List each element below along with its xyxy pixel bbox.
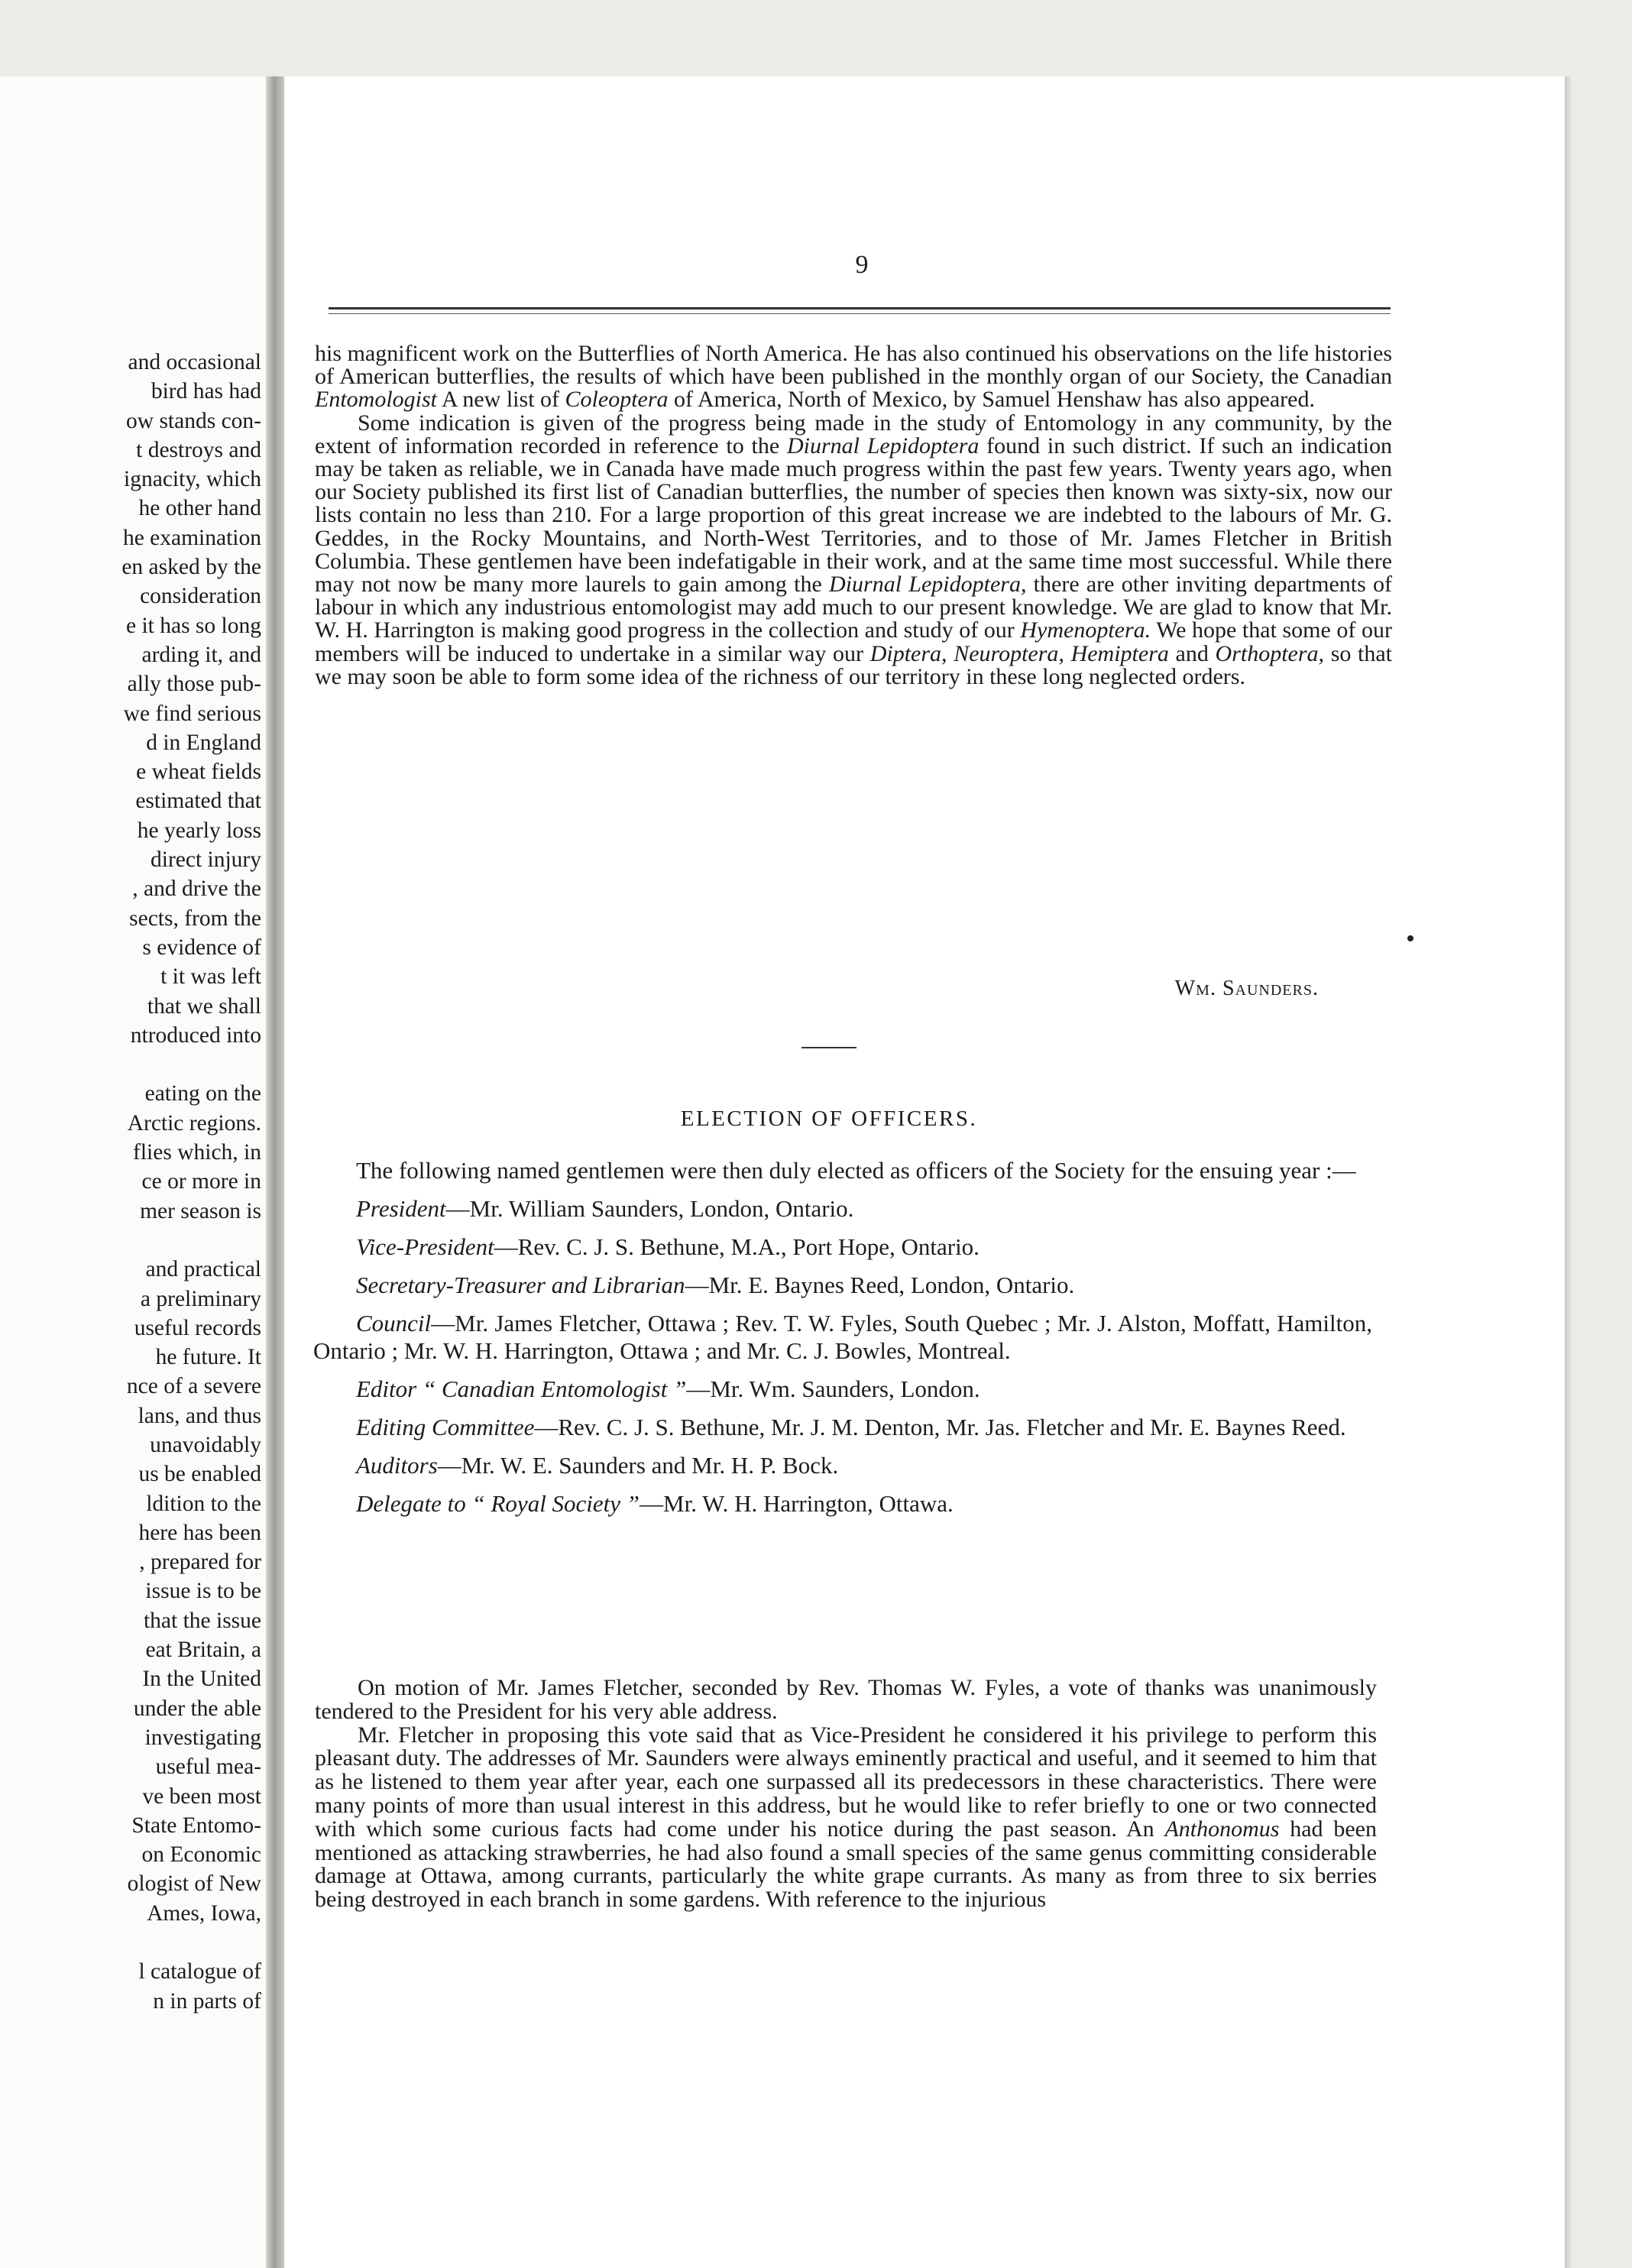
officer-name: —Mr. Wm. Saunders, London. xyxy=(686,1375,980,1402)
previous-page-line: unavoidably xyxy=(150,1432,261,1457)
header-rule xyxy=(329,307,1391,309)
previous-page-line: useful records xyxy=(134,1315,261,1340)
previous-page-line: he future. It xyxy=(155,1345,261,1370)
previous-page-line: that we shall xyxy=(147,993,261,1019)
officer-name: —Rev. C. J. S. Bethune, M.A., Port Hope, Ontario. xyxy=(494,1233,980,1260)
page-edge-shadow xyxy=(1565,76,1572,2268)
officer-entry xyxy=(313,1310,1372,1365)
previous-page-line: e it has so long xyxy=(126,613,261,638)
previous-page-line: and occasional xyxy=(128,350,261,374)
previous-page-line: Ames, Iowa, xyxy=(147,1900,261,1926)
previous-page-line: direct injury xyxy=(151,847,261,873)
previous-page-line: eating on the xyxy=(144,1081,261,1106)
italic-run: Diurnal Lepidoptera xyxy=(786,433,980,458)
text-run: found in such district. If such an indication may be taken as reliable, we in Canada have made much progress within the past few years. Twenty years ago, when our Society published its first list of Canadian butterflies, the number of species then known was sixty-six, now our lists contain no less than 210. For a large proportion of this great increase we are indebted to the labours of Mr. G. Geddes, in the Rocky Mountains, and North-West Territories, and to those of Mr. James Fletcher in British Columbia. These gentlemen have been indefatigable in their work, and at the same time most successful. While there may not now be many more laurels to gain among the xyxy=(315,433,1392,598)
officer-title: Delegate to “ Royal Society ” xyxy=(356,1490,640,1517)
paragraph xyxy=(315,412,1392,688)
previous-page-line: d in England xyxy=(146,730,261,755)
section-heading: ELECTION OF OFFICERS. xyxy=(680,1106,978,1131)
italic-run: Entomologist xyxy=(315,387,438,413)
previous-page-line: ally those pub- xyxy=(127,672,261,697)
text-run: had been mentioned as attacking strawberries, he had also found a small species of the same genus committing considerable damage at Ottawa, among currants, particularly the white grape currants. As many as from three to six berries being destroyed in each branch in some gardens. With reference to the injurious xyxy=(315,1816,1377,1913)
previous-page-line: In the United xyxy=(142,1667,261,1692)
italic-run: Orthoptera, xyxy=(1215,640,1325,666)
officer-name: —Mr. W. H. Harrington, Ottawa. xyxy=(640,1490,954,1517)
previous-page-line xyxy=(0,1050,261,1079)
officer-entry xyxy=(313,1375,1372,1403)
text-run: We hope that some of our members will be induced to undertake in a similar way our xyxy=(315,617,1392,666)
officer-title: Editor “ Canadian Entomologist ” xyxy=(356,1375,687,1402)
previous-page-line: lans, and thus xyxy=(138,1403,261,1428)
italic-run: Coleoptera xyxy=(565,387,669,413)
text-run: there are other inviting departments of labour in which any industrious entomologist may add much to our present knowledge. We are glad to know that Mr. W. H. Harrington is making good progress in the collection and study of our xyxy=(315,572,1392,643)
previous-page-line: e wheat fields xyxy=(136,760,261,785)
previous-page-line: bird has had xyxy=(151,379,261,404)
election-intro: The following named gentlemen were then duly elected as officers of the Society for the ensuing year :— xyxy=(356,1157,1356,1184)
text-run: Some indication is given of the progress being made in the study of Entomology in any community, by the extent of information recorded in reference to the xyxy=(315,410,1392,458)
previous-page-line xyxy=(0,1226,261,1255)
officer-entry xyxy=(313,1195,1372,1223)
officers-list xyxy=(313,1195,1372,1518)
previous-page-line: Arctic regions. xyxy=(127,1110,261,1136)
text-run: his magnificent work on the Butterflies of North America. He has also continued his observations on the life histories of American butterflies, the results of which have been published in the monthly organ of our Society, the Canadian xyxy=(315,341,1392,390)
previous-page-line: mer season is xyxy=(140,1198,261,1223)
margin-speck xyxy=(1407,935,1413,941)
previous-page-line: ntroduced into xyxy=(130,1022,261,1048)
previous-page-line: investigating xyxy=(144,1725,261,1750)
previous-page-line: estimated that xyxy=(135,789,261,814)
previous-page-line: arding it, and xyxy=(141,642,261,667)
previous-page-line: en asked by the xyxy=(121,555,261,580)
previous-page-line: he examination xyxy=(122,525,261,550)
previous-page-line xyxy=(0,1928,261,1957)
previous-page-line: sects, from the xyxy=(129,906,261,931)
previous-page-line: under the able xyxy=(133,1696,261,1721)
previous-page-line: issue is to be xyxy=(145,1579,261,1604)
previous-page-line: consideration xyxy=(140,584,261,609)
officer-title: Editing Committee xyxy=(356,1414,535,1440)
previous-page-line: nce of a severe xyxy=(126,1374,261,1399)
section-divider xyxy=(801,1047,856,1048)
page-number: 9 xyxy=(855,251,869,279)
previous-page-line: State Entomo- xyxy=(131,1813,261,1838)
previous-page-line: and practical xyxy=(145,1257,261,1282)
header-rule-thin xyxy=(329,313,1391,314)
previous-page-line: ce or more in xyxy=(141,1169,261,1194)
previous-page-line: , prepared for xyxy=(139,1550,261,1575)
previous-page-line: here has been xyxy=(138,1520,261,1545)
previous-page-line: ow stands con- xyxy=(126,408,261,433)
officer-entry xyxy=(313,1272,1372,1299)
previous-page-line: t it was left xyxy=(160,964,261,990)
previous-page-line: flies which, in xyxy=(133,1140,261,1165)
officer-title: President xyxy=(356,1195,446,1222)
previous-page-line: eat Britain, a xyxy=(145,1638,261,1663)
previous-page-line: we find serious xyxy=(123,701,261,726)
previous-page-line: s evidence of xyxy=(142,935,261,960)
previous-page-text xyxy=(0,348,261,2016)
italic-run: Anthonomus xyxy=(1164,1816,1280,1842)
previous-page-line: useful mea- xyxy=(155,1754,261,1780)
italic-run: Hymenoptera. xyxy=(1020,617,1151,643)
text-run: and xyxy=(1168,640,1216,666)
previous-page xyxy=(0,76,267,2268)
text-run: Mr. Fletcher in proposing this vote said that as Vice-President he considered it his privilege to perform this pleasant duty. The addresses of Mr. Saunders were always eminently practical and useful, and it seemed to him that as he listened to them year after year, each one surpassed all its predecessors in these characteristics. There were many points of more than usual interest in this address, but he would like to refer briefly to one or two connected with which some curious facts had come under his notice during the past season. An xyxy=(315,1722,1377,1842)
officer-title: Auditors xyxy=(356,1452,438,1479)
officer-title: Council xyxy=(356,1310,432,1336)
book-gutter xyxy=(266,76,284,2268)
previous-page-line: he other hand xyxy=(138,496,261,521)
previous-page-line: ldition to the xyxy=(146,1491,261,1516)
previous-page-line: l catalogue of xyxy=(138,1959,261,1985)
previous-page-line: a preliminary xyxy=(140,1286,261,1311)
officer-entry xyxy=(313,1233,1372,1261)
vote-of-thanks xyxy=(315,1677,1377,1912)
previous-page-line: on Economic xyxy=(141,1842,261,1868)
officer-name: —Mr. William Saunders, London, Ontario. xyxy=(445,1195,854,1222)
officer-title: Secretary-Treasurer and Librarian xyxy=(356,1272,685,1298)
officer-name: —Mr. E. Baynes Reed, London, Ontario. xyxy=(685,1272,1075,1298)
officer-name: —Rev. C. J. S. Bethune, Mr. J. M. Denton, Mr. Jas. Fletcher and Mr. E. Baynes Reed. xyxy=(534,1414,1346,1440)
previous-page-line: ve been most xyxy=(142,1784,261,1809)
text-run: so that we may soon be able to form some idea of the richness of our territory in these long neglected orders. xyxy=(315,640,1393,689)
text-run: A new list of xyxy=(437,387,565,413)
previous-page-line: , and drive the xyxy=(132,876,261,902)
previous-page-line: n in parts of xyxy=(153,1988,261,2014)
text-run: of America, North of Mexico, by Samuel Henshaw has also appeared. xyxy=(668,387,1315,413)
signature: Wm. Saunders. xyxy=(1174,977,1319,1000)
previous-page-line: ignacity, which xyxy=(124,467,261,492)
previous-page-line: t destroys and xyxy=(136,437,261,462)
italic-run: Diptera, Neuroptera, Hemiptera xyxy=(869,640,1169,666)
italic-run: Diurnal Lepidoptera, xyxy=(829,572,1027,598)
officer-name: —Mr. W. E. Saunders and Mr. H. P. Bock. xyxy=(437,1452,839,1479)
previous-page-line: he yearly loss xyxy=(137,818,261,843)
officer-entry xyxy=(313,1490,1372,1518)
officer-name: —Mr. James Fletcher, Ottawa ; Rev. T. W. Fyles, South Quebec ; Mr. J. Alston, Moffatt, Hamilton, Ontario ; Mr. W. H. Harrington, Ottawa ; and Mr. C. J. Bowles, Montreal. xyxy=(313,1310,1372,1364)
officer-entry xyxy=(313,1414,1372,1441)
previous-page-line: us be enabled xyxy=(138,1462,261,1487)
report-conclusion xyxy=(315,342,1392,688)
previous-page-line: ologist of New xyxy=(127,1871,261,1897)
officer-entry xyxy=(313,1452,1372,1479)
paragraph xyxy=(315,342,1392,412)
paragraph: On motion of Mr. James Fletcher, seconded by Rev. Thomas W. Fyles, a vote of thanks was unanimously tendered to the President for his very able address. xyxy=(315,1675,1377,1724)
paragraph xyxy=(315,1724,1377,1912)
officer-title: Vice-President xyxy=(356,1233,494,1260)
previous-page-line: that the issue xyxy=(143,1608,261,1633)
election-list xyxy=(313,1157,1372,1518)
